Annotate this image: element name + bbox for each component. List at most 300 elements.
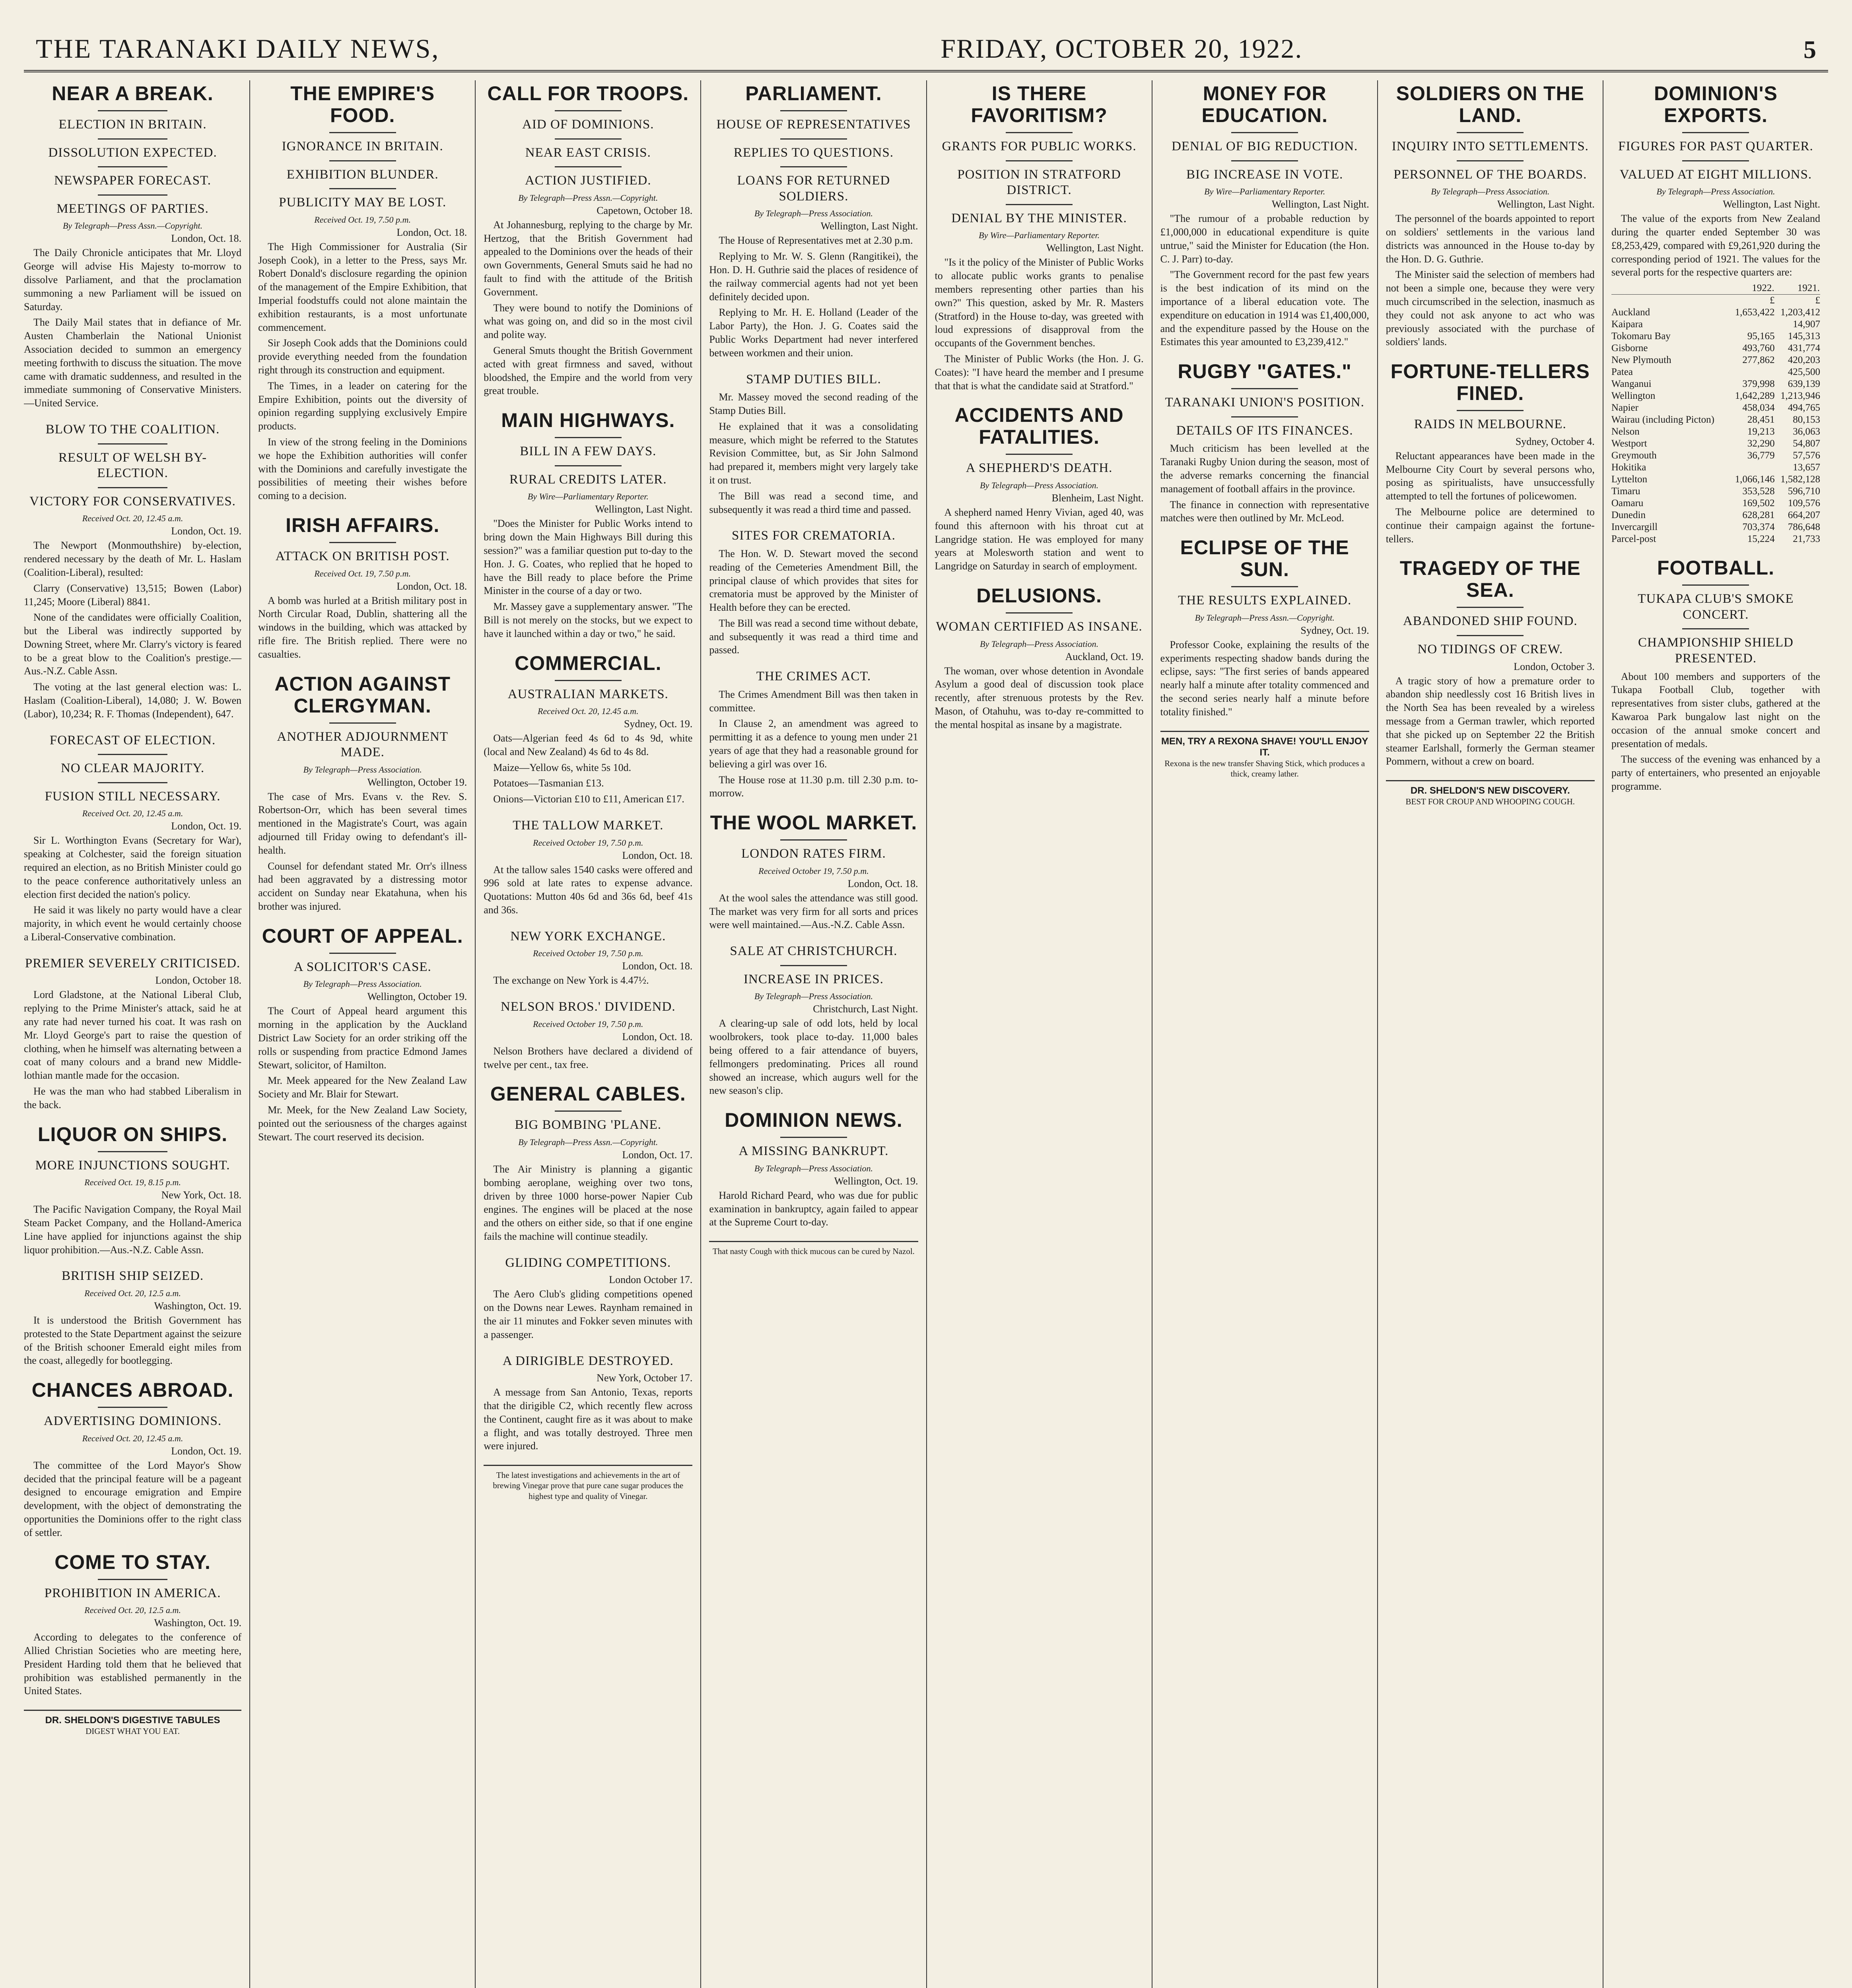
article-dateline: Wellington, October 19. bbox=[367, 991, 467, 1003]
exports-cell: Wellington bbox=[1611, 390, 1656, 402]
article-deck: DETAILS OF ITS FINANCES. bbox=[1176, 423, 1353, 438]
article-dateline: London, Oct. 19. bbox=[171, 820, 242, 832]
article bbox=[484, 1255, 692, 1342]
article-deck: SITES FOR CREMATORIA. bbox=[731, 528, 896, 543]
exports-row bbox=[1611, 509, 1820, 521]
article-deck: BILL IN A FEW DAYS. bbox=[520, 444, 657, 459]
article bbox=[1160, 83, 1369, 349]
article bbox=[709, 528, 918, 657]
article-body bbox=[1611, 670, 1820, 793]
article-paragraph: The Minister said the selection of members had not been a simple one, because they were very much circumscribed in the selection, inasmuch as they could not ask anyone to act who was previously associated with the purchase of soldiers' lands. bbox=[1386, 269, 1595, 348]
article-headline: THE EMPIRE'S FOOD. bbox=[290, 82, 435, 126]
article-dateline: Sydney, Oct. 19. bbox=[1300, 624, 1369, 636]
article-headline: MAIN HIGHWAYS. bbox=[501, 409, 675, 432]
article bbox=[24, 83, 241, 410]
article-body bbox=[258, 790, 467, 913]
deck-divider bbox=[1457, 607, 1524, 608]
article bbox=[258, 514, 467, 661]
exports-cell: 54,807 bbox=[1793, 438, 1820, 449]
article bbox=[484, 652, 692, 806]
article-deck: GRANTS FOR PUBLIC WORKS. bbox=[942, 139, 1137, 153]
deck-divider bbox=[1682, 160, 1749, 161]
deck-divider bbox=[1231, 586, 1298, 587]
exports-header-cell: 1921. bbox=[1775, 282, 1820, 295]
deck-divider bbox=[1682, 132, 1749, 133]
exports-row bbox=[1611, 521, 1820, 533]
exports-cell bbox=[1729, 318, 1774, 330]
deck-divider bbox=[1231, 388, 1298, 389]
article-paragraph: "Does the Minister for Public Works intend to bring down the Main Highways Bill during this session?" was a familiar question put to-day to the Hon. J. G. Coates, who replied that he hoped to have the Bill ready to place before the Prime Minister in the course of a day or two. bbox=[484, 518, 693, 597]
exports-cell: Wanganui bbox=[1611, 379, 1652, 390]
deck-divider bbox=[780, 138, 847, 140]
exports-row bbox=[1611, 342, 1820, 354]
article-deck: VALUED AT EIGHT MILLIONS. bbox=[1619, 167, 1812, 182]
article bbox=[484, 83, 692, 398]
article-deck: EXHIBITION BLUNDER. bbox=[286, 167, 439, 182]
article-dateline: Wellington, Last Night. bbox=[1046, 242, 1144, 254]
exports-row bbox=[1611, 390, 1820, 402]
article bbox=[484, 410, 692, 640]
article-paragraph: Much criticism has been levelled at the Taranaki Rugby Union during the season, most of the adverse remarks concerning the financial management of football affairs in the province. bbox=[1160, 443, 1369, 495]
article-body bbox=[24, 1203, 241, 1256]
article-deck: THE CRIMES ACT. bbox=[756, 669, 871, 684]
ad-body: That nasty Cough with thick mucous can be cured by Nazol. bbox=[712, 1246, 915, 1256]
article-deck: BIG BOMBING 'PLANE. bbox=[515, 1118, 662, 1132]
article-paragraph: Replying to Mr. W. S. Glenn (Rangitikei), the Hon. D. H. Guthrie said the places of residence of the railway commercial agents had not yet been definitely decided upon. bbox=[709, 250, 918, 303]
article-dateline: London, October 3. bbox=[1514, 660, 1595, 672]
article-body bbox=[484, 517, 692, 640]
article-body bbox=[24, 1631, 241, 1698]
article-byline: Received Oct. 20, 12.45 a.m. bbox=[82, 1433, 183, 1443]
article-byline: Received Oct. 19, 7.50 p.m. bbox=[314, 568, 411, 579]
exports-cell: 109,576 bbox=[1788, 498, 1820, 509]
article bbox=[24, 1124, 241, 1257]
article-deck: LONDON RATES FIRM. bbox=[741, 846, 886, 861]
article-deck: NEAR EAST CRISIS. bbox=[525, 145, 651, 160]
exports-cell: 1,213,946 bbox=[1780, 390, 1820, 402]
exports-cell: 494,765 bbox=[1788, 402, 1820, 414]
article bbox=[1611, 557, 1820, 793]
article-dateline: London October 17. bbox=[609, 1274, 693, 1286]
article-paragraph: Nelson Brothers have declared a dividend of twelve per cent., tax free. bbox=[484, 1045, 693, 1070]
article bbox=[1611, 83, 1820, 545]
article-body bbox=[484, 863, 692, 917]
exports-cell: 664,207 bbox=[1788, 510, 1820, 521]
article-byline: Received Oct. 19, 7.50 p.m. bbox=[314, 214, 411, 225]
column-3 bbox=[475, 80, 700, 1988]
column-7 bbox=[1377, 80, 1603, 1988]
article-dateline: Wellington, Last Night. bbox=[595, 503, 693, 515]
article-body bbox=[484, 974, 692, 987]
article bbox=[258, 83, 467, 503]
article-byline: By Wire—Parliamentary Reporter. bbox=[527, 491, 649, 502]
article-body bbox=[935, 256, 1144, 392]
article-dateline: Sydney, October 4. bbox=[1515, 435, 1595, 447]
article-deck: AID OF DOMINIONS. bbox=[522, 117, 654, 132]
article-body bbox=[709, 390, 918, 516]
article-dateline: New York, October 17. bbox=[597, 1372, 693, 1384]
article bbox=[258, 925, 467, 1144]
article-byline: By Telegraph—Press Assn.—Copyright. bbox=[518, 192, 658, 203]
article bbox=[484, 929, 692, 987]
exports-cell: 36,779 bbox=[1747, 450, 1775, 461]
exports-cell: Westport bbox=[1611, 438, 1647, 449]
article-byline: By Wire—Parliamentary Reporter. bbox=[979, 230, 1100, 241]
article bbox=[24, 1551, 241, 1698]
article-deck: ACTION JUSTIFIED. bbox=[525, 173, 651, 188]
article-paragraph: Lord Gladstone, at the National Liberal Club, replying to the Prime Minister's attack, said he at any rate had never turned his coat. It was rash on Mr. Lloyd George's part to raise the question of clothing, when he himself was alternating between a coat of many colours and a brand new Middle-lothian mantle made for the occasion. bbox=[24, 989, 242, 1081]
article-paragraph: The case of Mrs. Evans v. the Rev. S. Robertson-Orr, which has been several times mentioned in the Magistrate's Court, was again adjourned till Friday owing to defendant's ill-health. bbox=[258, 790, 467, 856]
article-headline: FOOTBALL. bbox=[1657, 557, 1774, 579]
deck-divider bbox=[1006, 204, 1073, 205]
article bbox=[1386, 83, 1595, 349]
article-body bbox=[484, 1386, 692, 1453]
deck-divider bbox=[555, 1110, 622, 1112]
article-deck: TARANAKI UNION'S POSITION. bbox=[1165, 395, 1364, 410]
exports-cell: 32,290 bbox=[1747, 438, 1775, 449]
article-paragraph: Counsel for defendant stated Mr. Orr's illness had been aggravated by a distressing motor accident on Sunday near Ekatahuna, when his brother was injured. bbox=[258, 860, 467, 912]
column-8 bbox=[1603, 80, 1828, 1988]
article-deck: THE TALLOW MARKET. bbox=[513, 818, 664, 833]
deck-divider bbox=[1682, 584, 1749, 586]
article-deck: VICTORY FOR CONSERVATIVES. bbox=[29, 494, 236, 509]
column-5 bbox=[926, 80, 1152, 1988]
article-headline: TRAGEDY OF THE SEA. bbox=[1399, 557, 1581, 602]
exports-row bbox=[1611, 354, 1820, 366]
exports-cell: Gisborne bbox=[1611, 343, 1648, 354]
deck-divider bbox=[555, 465, 622, 466]
deck-divider bbox=[329, 722, 396, 724]
article-deck: FORECAST OF ELECTION. bbox=[49, 733, 216, 747]
exports-row bbox=[1611, 450, 1820, 462]
article-byline: Received Oct. 19, 8.15 p.m. bbox=[84, 1177, 181, 1188]
article-deck: WOMAN CERTIFIED AS INSANE. bbox=[936, 619, 1143, 634]
article-dateline: London, Oct. 18. bbox=[396, 226, 467, 238]
exports-cell: 1,653,422 bbox=[1735, 307, 1775, 318]
article-paragraph: Reluctant appearances have been made in the Melbourne City Court by several persons who, posing as spiritualists, have unsuccessfully attempted to tell the fortunes of policewomen. bbox=[1386, 450, 1595, 502]
article-paragraph: The personnel of the boards appointed to report on soldiers' settlements in the various land districts was announced in the House to-day by the Hon. D. G. Guthrie. bbox=[1386, 213, 1595, 265]
article-byline: By Telegraph—Press Association. bbox=[754, 991, 873, 1002]
advertisement bbox=[484, 1465, 692, 1501]
exports-cell: Napier bbox=[1611, 402, 1638, 414]
article-body bbox=[935, 664, 1144, 732]
article-deck: NELSON BROS.' DIVIDEND. bbox=[501, 1000, 676, 1014]
deck-divider bbox=[1006, 612, 1073, 613]
exports-cell: 628,281 bbox=[1742, 510, 1775, 521]
article-paragraph: The Hon. W. D. Stewart moved the second reading of the Cemeteries Amendment Bill, the principal clause of which provides that sites for crematoria must be approved by the Minister of Health before they can be erected. bbox=[709, 547, 918, 613]
article-byline: By Telegraph—Press Association. bbox=[980, 480, 1099, 490]
article-paragraph: The Melbourne police are determined to continue their campaign against the fortune-tellers. bbox=[1386, 506, 1595, 545]
article-body bbox=[24, 539, 241, 720]
article-paragraph: A tragic story of how a premature order to abandon ship needlessly cost 16 British lives in the North Sea has been revealed by a wireless message from a German trawler, which reported that she picked up on September 22 the British steamer Earlshall, formerly the German steamer Pommern, without a crew on board. bbox=[1386, 675, 1595, 767]
article-deck: NEW YORK EXCHANGE. bbox=[510, 929, 666, 944]
deck-divider bbox=[780, 110, 847, 111]
exports-cell bbox=[1729, 366, 1774, 378]
article-paragraph: According to delegates to the conference of Allied Christian Societies who are meeting here, President Harding told them that he believed that prohibition was established permanently in the United States. bbox=[24, 1631, 242, 1697]
deck-divider bbox=[98, 1579, 167, 1580]
deck-divider bbox=[780, 965, 847, 966]
exports-row bbox=[1611, 462, 1820, 474]
article-dateline: Wellington, October 19. bbox=[367, 776, 467, 788]
article-deck: A SOLICITOR'S CASE. bbox=[293, 959, 431, 974]
article-paragraph: He was the man who had stabbed Liberalism in the back. bbox=[24, 1085, 242, 1110]
exports-row bbox=[1611, 414, 1820, 426]
deck-divider bbox=[98, 138, 167, 140]
exports-cell: 13,657 bbox=[1793, 462, 1820, 473]
article-paragraph: Potatoes—Tasmanian £13. bbox=[493, 777, 604, 789]
deck-divider bbox=[329, 953, 396, 954]
article-byline: By Wire—Parliamentary Reporter. bbox=[1204, 186, 1325, 197]
article bbox=[24, 1379, 241, 1539]
column-1 bbox=[24, 80, 249, 1988]
article-paragraph: A clearing-up sale of odd lots, held by local woolbrokers, took place to-day. 11,000 bales being offered to a fair attendance of buyers, fellmongers predominating. Prices all round showed an increase, which augurs well for the new season's clip. bbox=[709, 1017, 918, 1097]
article-paragraph: The finance in connection with representative matches were then outlined by Mr. McLeod. bbox=[1160, 499, 1369, 524]
column-2 bbox=[249, 80, 475, 1988]
article-deck: CHAMPIONSHIP SHIELD PRESENTED. bbox=[1638, 635, 1794, 666]
article-headline: THE WOOL MARKET. bbox=[710, 812, 917, 834]
deck-divider bbox=[98, 782, 167, 783]
article-body bbox=[484, 1044, 692, 1072]
exports-row bbox=[1611, 366, 1820, 378]
article-dateline: New York, Oct. 18. bbox=[161, 1189, 242, 1201]
advertisement bbox=[1386, 780, 1595, 807]
article bbox=[709, 83, 918, 360]
exports-cell: 458,034 bbox=[1742, 402, 1775, 414]
advertisement bbox=[709, 1241, 918, 1256]
article-body bbox=[258, 594, 467, 661]
exports-unit-cell: £ bbox=[1770, 295, 1775, 306]
article-deck: FUSION STILL NECESSARY. bbox=[45, 789, 221, 804]
article-body bbox=[709, 891, 918, 932]
article-paragraph: The Bill was read a second time, and subsequently it was read a third time and passed. bbox=[709, 490, 918, 515]
deck-divider bbox=[780, 166, 847, 167]
exports-cell: Lyttelton bbox=[1611, 474, 1648, 485]
article-body bbox=[24, 834, 241, 944]
article-headline: PARLIAMENT. bbox=[745, 82, 882, 105]
article-body bbox=[24, 1314, 241, 1367]
article-paragraph: Sir Joseph Cook adds that the Dominions could provide everything needed from the foundation right through its construction and equipment. bbox=[258, 337, 467, 376]
article-headline: DOMINION NEWS. bbox=[725, 1109, 903, 1132]
article-byline: By Telegraph—Press Association. bbox=[754, 208, 873, 219]
ad-body: BEST FOR CROUP AND WHOOPING COUGH. bbox=[1405, 797, 1575, 807]
article-paragraph: He explained that it was a consolidating measure, which might be referred to the Statutes Revision Committee, but, as Sir John Salmond had prepared it, members might very largely take it on trust. bbox=[709, 420, 918, 486]
article-headline: ACCIDENTS AND FATALITIES. bbox=[954, 404, 1124, 448]
exports-cell: 169,502 bbox=[1742, 498, 1775, 509]
exports-cell: New Plymouth bbox=[1611, 355, 1671, 366]
article-dateline: Blenheim, Last Night. bbox=[1051, 492, 1144, 504]
deck-divider bbox=[1006, 454, 1073, 455]
article bbox=[258, 673, 467, 913]
exports-cell: 1,642,289 bbox=[1735, 390, 1775, 402]
article-deck: AUSTRALIAN MARKETS. bbox=[507, 687, 669, 701]
article-paragraph: The success of the evening was enhanced by a party of entertainers, who presented an enjoyable programme. bbox=[1611, 753, 1820, 792]
article-paragraph: At Johannesburg, replying to the charge by Mr. Hertzog, that the British Government had appealed to the Dominions over the heads of their own Governments, General Smuts said he had no fault to find with the attitude of the British Government. bbox=[484, 219, 693, 298]
article-paragraph: Maize—Yellow 6s, white 5s 10d. bbox=[493, 761, 632, 773]
deck-divider bbox=[98, 1151, 167, 1152]
article-paragraph: At the wool sales the attendance was still good. The market was very firm for all sorts and prices were well maintained.—Aus.-N.Z. Cable Assn. bbox=[709, 892, 918, 931]
article-headline: IS THERE FAVORITISM? bbox=[971, 82, 1108, 126]
article-deck: ATTACK ON BRITISH POST. bbox=[275, 549, 450, 563]
exports-cell: Dunedin bbox=[1611, 510, 1646, 521]
article-headline: CALL FOR TROOPS. bbox=[487, 82, 689, 105]
exports-cell: 353,528 bbox=[1742, 486, 1775, 497]
exports-row bbox=[1611, 318, 1820, 330]
article-headline: COME TO STAY. bbox=[54, 1551, 211, 1573]
article-body bbox=[258, 240, 467, 503]
article-deck: STAMP DUTIES BILL. bbox=[746, 372, 881, 386]
article-paragraph: He said it was likely no party would have a clear majority, in which event he would certainly choose a Liberal-Conservative combination. bbox=[24, 904, 242, 943]
article-byline: Received October 19, 7.50 p.m. bbox=[533, 837, 643, 848]
article-paragraph: "The Government record for the past few years is the best indication of its mind on the importance of a liberal education vote. The expenditure on education in 1914 was £1,400,000, and the expenditure passed by the House on the Estimates this year amounted to £3,239,412." bbox=[1160, 269, 1369, 348]
article-body bbox=[709, 688, 918, 800]
article-paragraph: Replying to Mr. H. E. Holland (Leader of the Labor Party), the Hon. J. G. Coates said the Public Works Department had never interfered between workmen and their union. bbox=[709, 307, 918, 359]
column-4 bbox=[700, 80, 926, 1988]
article-paragraph: None of the candidates were officially Coalition, but the Liberal was indirectly supported by Downing Street, where Mr. Clarry's victory is feared to be a great blow to the Coalition's prestige.—Aus.-N.Z. Cable Assn. bbox=[24, 612, 242, 677]
article-paragraph: The voting at the last general election was: L. Haslam (Coalition-Liberal), 14,080; J. W. Bowen (Labor), 10,234; R. F. Thomas (Independent), 647. bbox=[24, 681, 242, 720]
article-paragraph: Mr. Meek, for the New Zealand Law Society, pointed out the seriousness of the charges against Stewart. The court reserved its decision. bbox=[258, 1104, 467, 1143]
article bbox=[484, 1353, 692, 1453]
article-paragraph: Harold Richard Peard, who was due for public examination in bankruptcy, again failed to appear at the Supreme Court to-day. bbox=[709, 1189, 918, 1228]
article bbox=[935, 83, 1144, 392]
article-deck: BIG INCREASE IN VOTE. bbox=[1186, 167, 1343, 182]
article-headline: NEAR A BREAK. bbox=[52, 82, 214, 105]
exports-cell: 145,313 bbox=[1788, 331, 1820, 342]
article-body bbox=[24, 988, 241, 1111]
exports-row bbox=[1611, 330, 1820, 342]
article-body bbox=[935, 506, 1144, 573]
advertisement bbox=[24, 1710, 241, 1736]
exports-cell: 36,063 bbox=[1793, 426, 1820, 437]
article-deck: INQUIRY INTO SETTLEMENTS. bbox=[1391, 139, 1589, 153]
exports-cell: 639,139 bbox=[1788, 379, 1820, 390]
article-paragraph: A bomb was hurled at a British military post in North Circular Road, Dublin, shattering all the windows in the building, which was attacked by rifle fire. The British replied. There were no casualties. bbox=[258, 594, 467, 660]
article-dateline: Sydney, Oct. 19. bbox=[624, 718, 693, 730]
article-byline: By Telegraph—Press Assn.—Copyright. bbox=[62, 221, 203, 231]
deck-divider bbox=[98, 487, 167, 488]
deck-divider bbox=[329, 542, 396, 543]
exports-cell: 277,862 bbox=[1742, 355, 1775, 366]
article-byline: Received Oct. 20, 12.45 a.m. bbox=[82, 513, 183, 524]
deck-divider bbox=[1457, 410, 1524, 411]
exports-row bbox=[1611, 402, 1820, 414]
exports-row bbox=[1611, 438, 1820, 450]
article-paragraph: Professor Cooke, explaining the results of the experiments respecting shadow bands during the eclipse, says: "The first series of bands appeared nearly half a minute after totality commenced and the second series nearly half a minute before totality finished." bbox=[1160, 639, 1369, 718]
deck-divider bbox=[780, 839, 847, 841]
article-deck: DENIAL BY THE MINISTER. bbox=[951, 211, 1127, 225]
article-headline: FORTUNE-TELLERS FINED. bbox=[1390, 360, 1590, 405]
article-paragraph: Mr. Massey gave a supplementary answer. "The Bill is not merely on the stocks, but we expect to have it launched within a day or two," he said. bbox=[484, 601, 693, 639]
article-paragraph: The Times, in a leader on catering for the Empire Exhibition, points out the diversity of opinion regarding supplying exclusively Empire products. bbox=[258, 380, 467, 432]
deck-divider bbox=[329, 160, 396, 161]
article-paragraph: In view of the strong feeling in the Dominions we hope the Exhibition authorities will confer with the Dominions and carefully investigate the possibilities of meeting their wishes before coming to a decision. bbox=[258, 436, 467, 502]
column-6 bbox=[1152, 80, 1377, 1988]
article-paragraph: Onions—Victorian £10 to £11, American £17. bbox=[493, 793, 684, 805]
article-deck: TUKAPA CLUB'S SMOKE CONCERT. bbox=[1638, 592, 1794, 622]
ad-body: The latest investigations and achievements in the art of brewing Vinegar prove that pure cane sugar produces the highest type and quality of Vinegar. bbox=[493, 1470, 684, 1501]
exports-cell: 14,907 bbox=[1793, 319, 1820, 330]
deck-divider bbox=[98, 443, 167, 445]
exports-cell: 786,648 bbox=[1788, 522, 1820, 533]
article-body bbox=[1386, 212, 1595, 349]
article-body bbox=[484, 1163, 692, 1243]
article-paragraph: A shepherd named Henry Vivian, aged 40, was found this afternoon with his throat cut at Langridge station. He was employed for many years at Molesworth station and went to Langridge on Saturday in search of employment. bbox=[935, 506, 1144, 572]
masthead bbox=[24, 28, 1828, 72]
issue-day: FRIDAY, bbox=[941, 33, 1048, 64]
article bbox=[24, 1268, 241, 1367]
article-byline: Received October 19, 7.50 p.m. bbox=[533, 1019, 643, 1029]
deck-divider bbox=[1457, 160, 1524, 161]
ad-headline: DR. SHELDON'S DIGESTIVE TABULES bbox=[45, 1715, 220, 1726]
exports-cell: Tokomaru Bay bbox=[1611, 331, 1671, 342]
article-headline: DELUSIONS. bbox=[976, 584, 1102, 607]
article-dateline: Washington, Oct. 19. bbox=[154, 1617, 242, 1629]
article bbox=[24, 956, 241, 1112]
article-paragraph: The Air Ministry is planning a gigantic bombing aeroplane, weighing over two tons, driven by three 1000 horse-power Napier Cub engines. The engines will be placed at the nose and the others on either side, so that if one engine fails the machine will continue steadily. bbox=[484, 1163, 693, 1242]
exports-cell: Auckland bbox=[1611, 307, 1650, 318]
article-dateline: London, Oct. 19. bbox=[171, 525, 242, 537]
article-paragraph: The House of Representatives met at 2.30 p.m. bbox=[719, 235, 913, 247]
article-dateline: Capetown, October 18. bbox=[597, 204, 693, 216]
exports-cell: Timaru bbox=[1611, 486, 1640, 497]
deck-divider bbox=[1231, 160, 1298, 161]
article-paragraph: "The rumour of a probable reduction by £1,000,000 in educational expenditure is quite untrue," said the Minister for Education (the Hon. C. J. Parr) to-day. bbox=[1160, 213, 1369, 265]
article-paragraph: A message from San Antonio, Texas, reports that the dirigible C2, which recently flew across the Continent, caught fire as it was about to make a flight, and was totally destroyed. Three men were injured. bbox=[484, 1386, 693, 1452]
exports-cell: 1,582,128 bbox=[1780, 474, 1820, 485]
exports-cell: 420,203 bbox=[1788, 355, 1820, 366]
advertisement bbox=[1160, 731, 1369, 779]
article-deck: RAIDS IN MELBOURNE. bbox=[1414, 417, 1566, 432]
article-byline: By Telegraph—Press Assn.—Copyright. bbox=[1195, 612, 1335, 623]
article-paragraph: The Court of Appeal heard argument this morning in the application by the Auckland District Law Society for an order striking off the rolls or suspending from practice Edmond James Stewart, solicitor, of Hamilton. bbox=[258, 1005, 467, 1071]
deck-divider bbox=[98, 754, 167, 755]
deck-divider bbox=[1457, 132, 1524, 133]
exports-row bbox=[1611, 307, 1820, 318]
article-headline: GENERAL CABLES. bbox=[490, 1083, 686, 1105]
article-paragraph: About 100 members and supporters of the Tukapa Football Club, together with representatives from sister clubs, gathered at the Kawaroa Park bungalow last night on the occasion of the annual smoke concert and presentation of medals. bbox=[1611, 670, 1820, 749]
deck-divider bbox=[1231, 132, 1298, 133]
article-byline: Received October 19, 7.50 p.m. bbox=[758, 866, 869, 876]
article-deck: THE RESULTS EXPLAINED. bbox=[1178, 593, 1352, 608]
article-paragraph: The Daily Chronicle anticipates that Mr. Lloyd George will advise His Majesty to-morrow to dissolve Parliament, and that the proclamation summoning a new Parliament will be issued on Saturday. bbox=[24, 247, 242, 313]
exports-unit-cell: £ bbox=[1815, 295, 1820, 306]
ad-headline: DR. SHELDON'S NEW DISCOVERY. bbox=[1410, 785, 1570, 796]
article-body bbox=[24, 246, 241, 410]
article-byline: By Telegraph—Press Association. bbox=[303, 979, 422, 989]
article-deck: NO TIDINGS OF CREW. bbox=[1417, 642, 1563, 656]
article-paragraph: They were bound to notify the Dominions of what was going on, and did so in the most civil and polite way. bbox=[484, 302, 693, 341]
article bbox=[484, 999, 692, 1071]
article-headline: ACTION AGAINST CLERGYMAN. bbox=[274, 672, 451, 717]
exports-cell: 596,710 bbox=[1788, 486, 1820, 497]
exports-cell: 15,224 bbox=[1747, 534, 1775, 545]
ad-body: DIGEST WHAT YOU EAT. bbox=[86, 1726, 180, 1736]
deck-divider bbox=[98, 194, 167, 196]
exports-cell: 431,774 bbox=[1788, 343, 1820, 354]
deck-divider bbox=[1457, 635, 1524, 636]
article-body bbox=[484, 218, 692, 398]
article-deck: PROHIBITION IN AMERICA. bbox=[44, 1586, 221, 1600]
article-paragraph: The Pacific Navigation Company, the Royal Mail Steam Packet Company, and the Holland-America Line have applied for injunctions against the ship liquor prohibition.—Aus.-N.Z. Cable Assn. bbox=[24, 1204, 242, 1256]
article-headline: DOMINION'S EXPORTS. bbox=[1654, 82, 1778, 126]
article-headline: RUGBY "GATES." bbox=[1178, 360, 1352, 383]
exports-cell: 1,066,146 bbox=[1735, 474, 1775, 485]
deck-divider bbox=[98, 166, 167, 167]
exports-cell: 19,213 bbox=[1747, 426, 1775, 437]
article-byline: Received Oct. 20, 12.5 a.m. bbox=[84, 1605, 181, 1615]
deck-divider bbox=[1006, 160, 1073, 161]
article-paragraph: The woman, over whose detention in Avondale Asylum a good deal of discussion took place recently, after strenuous protests by the Rev. Mason, of Otahuhu, was to-day re-committed to the mental hospital as insane by a magistrate. bbox=[935, 665, 1144, 730]
article-deck: BLOW TO THE COALITION. bbox=[45, 422, 220, 437]
